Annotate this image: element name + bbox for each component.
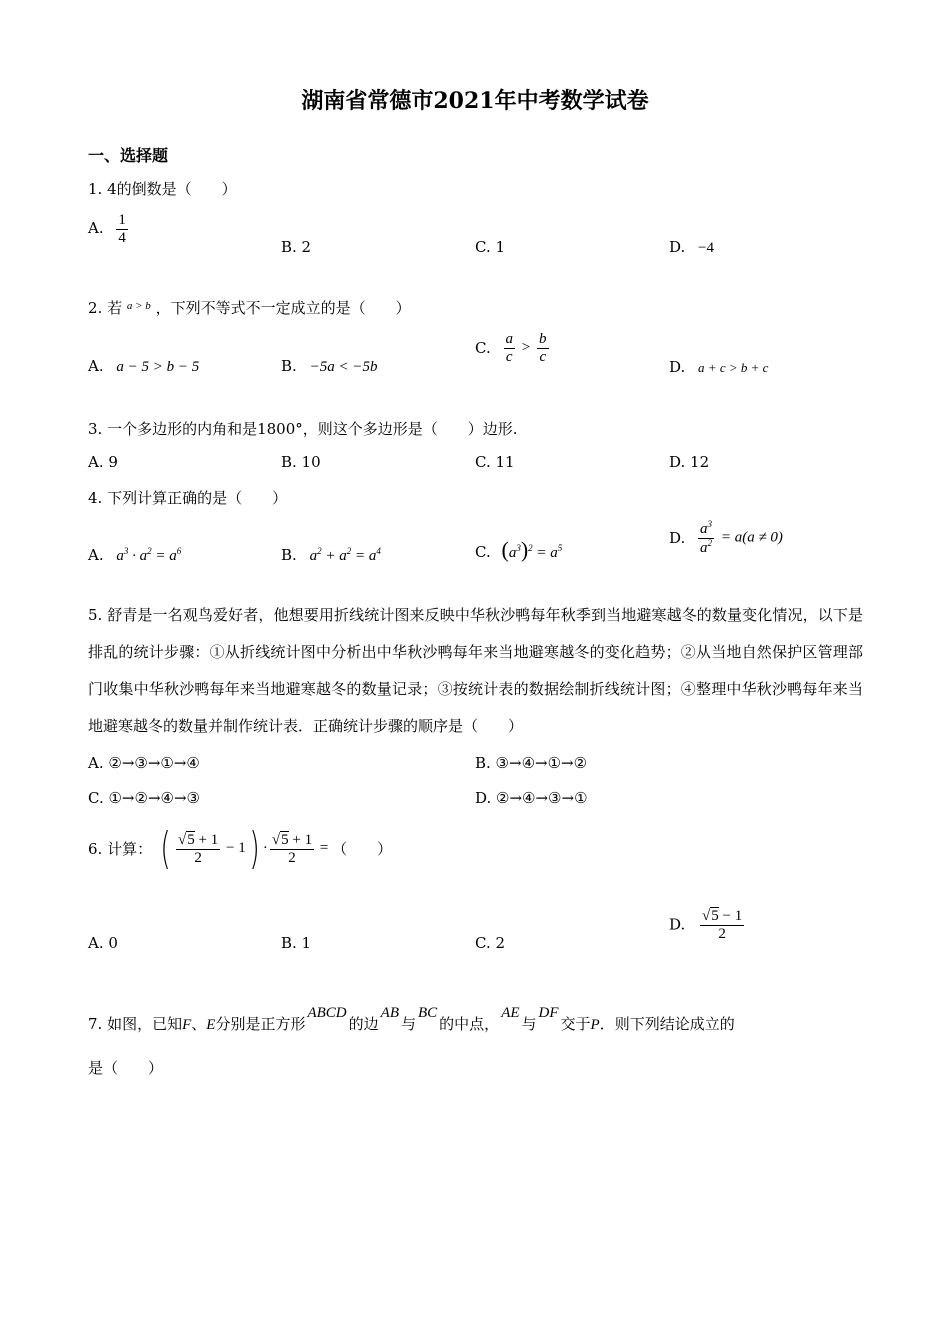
question-6-option-b: B. 1 (281, 934, 312, 952)
question-5-option-c: C. ①→②→④→③ (88, 789, 200, 807)
option-label: A. (88, 357, 104, 375)
option-label: B. (281, 357, 297, 375)
question-1-stem: 1. 4的倒数是（ ） (88, 180, 237, 198)
stem-prefix: 2. 若 (88, 299, 123, 317)
question-1-option-c: C. 1 (475, 238, 506, 256)
square-abcd: ABCD (307, 1005, 347, 1021)
side-bc: BC (418, 1005, 438, 1021)
question-2-stem (88, 297, 411, 318)
option-value: −4 (698, 240, 715, 256)
option-label: D. (669, 529, 686, 547)
question-5-option-b: B. ③→④→①→② (475, 754, 588, 772)
stem-part: 与 (400, 1015, 416, 1033)
question-4-option-b (281, 546, 381, 565)
side-ab: AB (380, 1005, 399, 1021)
stem-part: 交于 (560, 1015, 591, 1033)
math-a2-plus-a2: $a^2 + a^2 = a^4$ (309, 546, 381, 564)
option-expr: −5a < −5b (309, 359, 378, 375)
right-paren: ) (249, 823, 260, 874)
question-1-option-d (669, 238, 714, 257)
fraction-one-quarter (116, 212, 128, 246)
question-7-line-1 (88, 998, 735, 1040)
numerator: a (505, 331, 513, 347)
fraction-a3-over-a2 (698, 520, 714, 556)
option-label: B. (281, 546, 297, 564)
question-2-option-d (669, 358, 768, 376)
denominator: c (537, 348, 549, 366)
question-3-option-b: B. 10 (281, 453, 321, 471)
segment-ae: AE (501, 1005, 520, 1021)
question-1-option-b: B. 2 (281, 238, 312, 256)
option-label: C. (475, 339, 491, 357)
math-expression: ( $\frac{√5 + 1}{2}$ − 1) · $\frac{√5 + 1}{2}$ = (160, 823, 333, 874)
page-title: 湖南省常德市2021年中考数学试卷 (301, 88, 649, 114)
stem-part: 分别是正方形 (215, 1015, 306, 1033)
numerator: b (539, 331, 547, 347)
numerator: 1 (118, 212, 126, 228)
question-2-option-b (281, 357, 377, 376)
numerator: $a^3$ (700, 519, 713, 537)
question-3-option-d: D. 12 (669, 453, 710, 471)
question-2-option-a (88, 357, 199, 376)
option-label: D. (669, 238, 686, 256)
question-7-line-2: 是（ ） (88, 1059, 164, 1077)
denominator: 4 (118, 229, 126, 246)
question-5-option-d: D. ②→④→③→① (475, 789, 588, 807)
question-6-option-d (669, 907, 746, 942)
option-label: D. (669, 915, 686, 934)
question-6-option-a: A. 0 (88, 934, 118, 952)
point-p: P (590, 1017, 600, 1033)
stem-part: 与 (521, 1015, 537, 1033)
option-label: A. (88, 546, 104, 564)
separator: 、 (191, 1015, 207, 1033)
option-expr: a − 5 > b − 5 (116, 359, 200, 375)
question-6-option-c: C. 2 (475, 934, 506, 952)
question-4-option-d (669, 520, 783, 556)
denominator: c (504, 348, 516, 366)
segment-df: DF (538, 1005, 559, 1021)
question-3-option-a: A. 9 (88, 453, 118, 471)
stem-prefix: 6. 计算： (88, 840, 153, 858)
question-2-option-c (475, 331, 551, 365)
question-4-stem: 4. 下列计算正确的是（ ） (88, 489, 288, 507)
condition-expr: a > b (126, 300, 151, 312)
question-1-option-a (88, 212, 130, 246)
point-e: E (206, 1017, 216, 1033)
question-4-option-a (88, 546, 181, 565)
stem-part: 7. 如图，已知 (88, 1015, 183, 1033)
option-label: A. (88, 219, 104, 237)
question-6-stem (88, 823, 392, 874)
question-3-stem: 3. 一个多边形的内角和是1800°，则这个多边形是（ ）边形. (88, 420, 518, 438)
fraction-sqrt5-plus-1-over-2-b: $\frac{√5 + 1}{2}$ (271, 832, 313, 866)
question-5-option-a: A. ②→③→①→④ (88, 754, 200, 772)
question-3-option-c: C. 11 (475, 453, 515, 471)
option-label: C. (475, 543, 491, 561)
stem-suffix: ，下列不等式不一定成立的是（ ） (155, 299, 411, 317)
point-f: F (182, 1017, 192, 1033)
fraction-sqrt5-plus-1-over-2: $\frac{√5 + 1}{2}$ (178, 832, 219, 866)
fraction-b-over-c (537, 331, 549, 365)
denominator: $a^2$ (700, 537, 713, 556)
fraction-sqrt5-minus-1-over-2: $\frac{√5 - 1}{2}$ (702, 908, 743, 942)
stem-part: 的中点， (439, 1015, 500, 1033)
question-5-text: 5. 舒青是一名观鸟爱好者，他想要用折线统计图来反映中华秋沙鸭每年秋季到当地避寒越冬的数量变化情况，以下是排乱的统计步骤：①从折线统计图中分析出中华秋沙鸭每年来当地避寒越冬的变化趋势；②从当地自然保护区管理部门收集中华秋沙鸭每年来当地避寒越冬的数量记录；③按统计表的数据绘制折线统计图；④整理中华秋沙鸭每年来当地避寒越冬的数量并制作统计表．正确统计步骤的顺序是（ ） (88, 606, 863, 735)
fraction-a-over-c (504, 331, 516, 365)
stem-suffix: （ ） (332, 840, 393, 858)
question-4-option-c (475, 537, 562, 563)
math-a3-times-a2: $a^3 \cdot a^2 = a^6$ (116, 546, 182, 564)
math-power-of-power: $(a^3)^2 = a^5$ (501, 537, 563, 562)
left-paren: ( (160, 823, 171, 874)
stem-part: ．则下列结论成立的 (599, 1015, 735, 1033)
option-label: D. (669, 358, 686, 376)
option-expr: a + c > b + c (698, 360, 769, 375)
operator: > (521, 339, 531, 356)
section-heading: 一、选择题 (88, 146, 169, 165)
stem-part: 的边 (348, 1015, 379, 1033)
option-expr: = a(a ≠ 0) (720, 529, 783, 546)
